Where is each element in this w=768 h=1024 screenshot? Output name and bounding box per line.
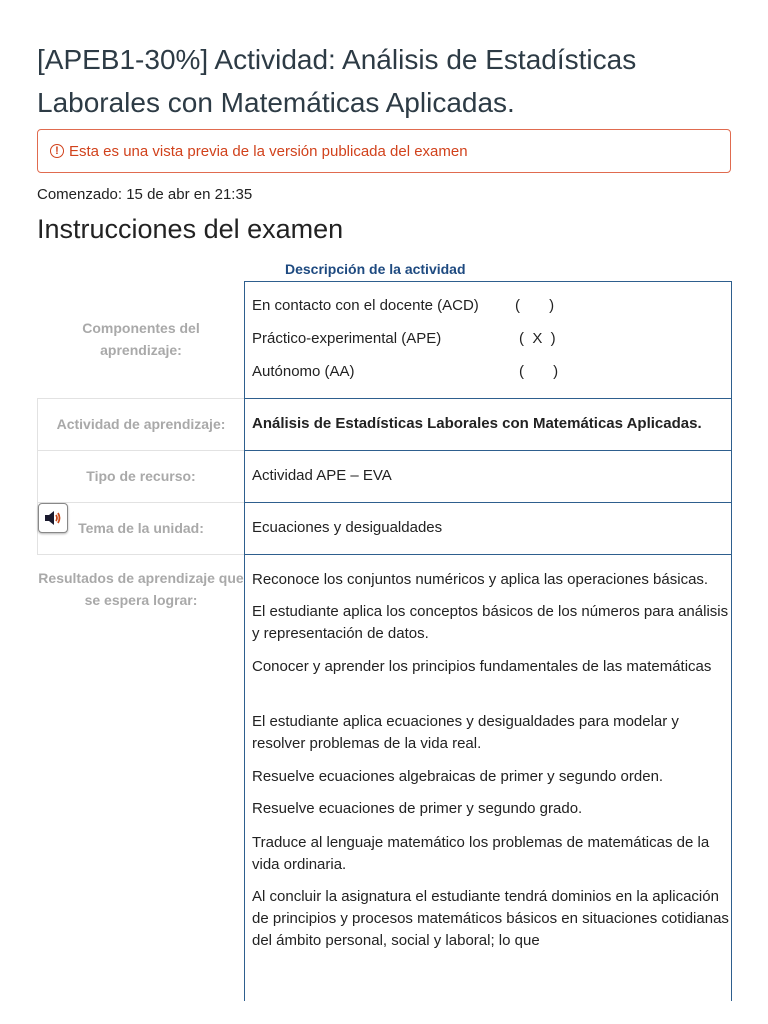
preview-alert <box>37 129 731 173</box>
componente-acd-mark: ( ) <box>515 297 555 314</box>
resultado-item: Resuelve ecuaciones de primer y segundo grado. <box>252 800 583 817</box>
row-divider <box>244 554 732 555</box>
resultado-item: Al concluir la asignatura el estudiante tendrá dominios en la aplicación de principios y procesos matemáticos básicos en situaciones cotidianas del ámbito personal, social y laboral; lo que <box>252 888 729 949</box>
componente-ape-mark: ( X ) <box>519 330 556 347</box>
resultado-item: El estudiante aplica los conceptos básicos de los números para análisis y representación de datos. <box>252 603 729 642</box>
page-title: [APEB1-30%] Actividad: Análisis de Estadísticas Laborales con Matemáticas Aplicadas. <box>37 44 637 118</box>
resultados-label: Resultados de aprendizaje que se espera lograr: <box>38 570 244 608</box>
componentes-label: Componentes del aprendizaje: <box>82 320 200 358</box>
componente-aa-mark: ( ) <box>519 363 559 380</box>
tema-value: Ecuaciones y desigualdades <box>252 519 443 536</box>
componente-ape: Práctico-experimental (APE) <box>252 330 442 347</box>
tipo-label: Tipo de recurso: <box>86 468 196 484</box>
componente-aa: Autónomo (AA) <box>252 363 355 380</box>
tipo-value: Actividad APE – EVA <box>252 467 392 484</box>
label-divider <box>38 450 244 451</box>
resultado-item: Traduce al lenguaje matemático los problemas de matemáticas de la vida ordinaria. <box>252 834 710 873</box>
componente-acd: En contacto con el docente (ACD) <box>252 297 479 314</box>
label-divider <box>38 502 244 503</box>
row-divider <box>244 502 732 503</box>
actividad-value: Análisis de Estadísticas Laborales con Matemáticas Aplicadas. <box>252 415 702 432</box>
row-divider <box>244 398 732 399</box>
resultado-item: Conocer y aprender los principios fundamentales de las matemáticas <box>252 658 712 675</box>
instructions-heading: Instrucciones del examen <box>37 214 344 244</box>
table-header: Descripción de la actividad <box>285 261 466 277</box>
speaker-icon <box>43 509 63 527</box>
audio-button[interactable] <box>38 503 68 533</box>
label-divider <box>38 398 244 399</box>
tema-label: Tema de la unidad: <box>78 520 204 536</box>
alert-text: Esta es una vista previa de la versión publicada del examen <box>69 142 468 160</box>
label-divider <box>38 554 244 555</box>
row-divider <box>244 450 732 451</box>
warning-circle-icon: ! <box>50 144 64 158</box>
resultado-item: Reconoce los conjuntos numéricos y aplica las operaciones básicas. <box>252 571 709 588</box>
resultado-item: El estudiante aplica ecuaciones y desigualdades para modelar y resolver problemas de la vida real. <box>252 713 679 752</box>
actividad-label: Actividad de aprendizaje: <box>56 416 226 432</box>
resultado-item: Resuelve ecuaciones algebraicas de primer y segundo orden. <box>252 768 664 785</box>
started-timestamp: Comenzado: 15 de abr en 21:35 <box>37 186 253 203</box>
